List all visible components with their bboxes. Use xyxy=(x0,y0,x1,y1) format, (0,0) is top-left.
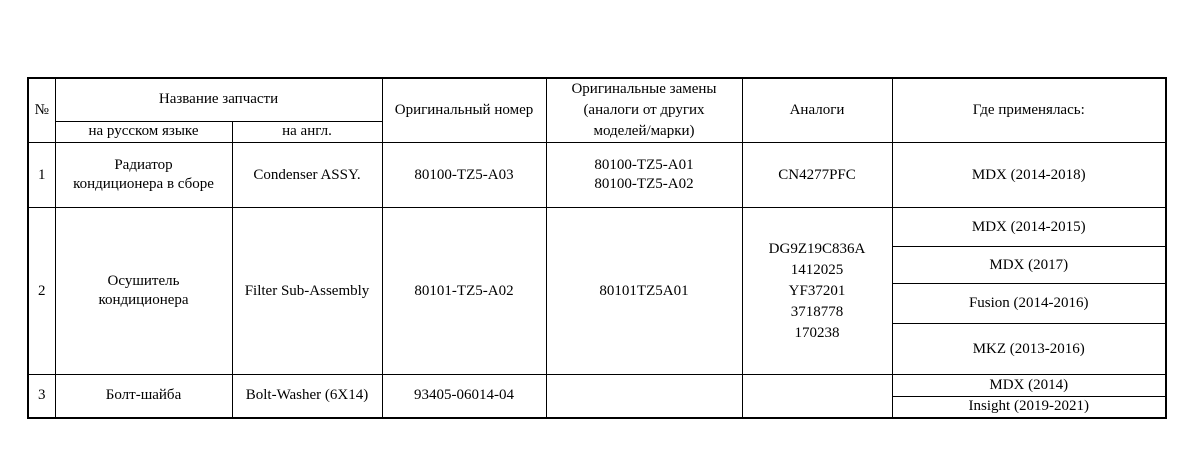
header-orig-repl-line: (аналоги от других xyxy=(583,102,705,118)
analog-item: 1412025 xyxy=(790,261,844,278)
application-item: MKZ (2013-2016) xyxy=(892,324,1166,375)
row1-ru-line: Радиатор xyxy=(114,157,173,173)
row3-num: 3 xyxy=(28,375,55,418)
row1-ru-line: кондиционера в сборе xyxy=(73,176,214,192)
replacement-item: 80100-TZ5-A01 xyxy=(594,157,694,173)
header-part-name: Название запчасти xyxy=(55,78,382,121)
row2-en: Filter Sub-Assembly xyxy=(232,208,382,375)
row1-application: MDX (2014-2018) xyxy=(892,143,1166,208)
analog-item: 170238 xyxy=(794,324,840,341)
row2-num: 2 xyxy=(28,208,55,375)
header-orig-repl-line: моделей/марки) xyxy=(593,123,695,139)
application-item: MDX (2017) xyxy=(892,247,1166,284)
row2-ru-line: кондиционера xyxy=(98,292,189,308)
application-item: Fusion (2014-2016) xyxy=(892,284,1166,324)
row3-ru: Болт-шайба xyxy=(55,375,232,418)
row2-replacements: 80101TZ5A01 xyxy=(546,208,742,375)
row1-num: 1 xyxy=(28,143,55,208)
replacement-item: 80100-TZ5-A02 xyxy=(594,176,694,192)
row1-ru xyxy=(55,143,232,208)
header-ru: на русском языке xyxy=(55,121,232,143)
analog-item: 3718778 xyxy=(790,303,844,320)
row3-replacements xyxy=(546,375,742,418)
header-orig-repl-line: Оригинальные замены xyxy=(571,81,717,97)
header-orig-number: Оригинальный номер xyxy=(382,78,546,143)
application-item: MDX (2014-2015) xyxy=(892,208,1166,247)
header-where-used: Где применялась: xyxy=(892,78,1166,143)
row2-orig: 80101-TZ5-A02 xyxy=(382,208,546,375)
row2-analogs xyxy=(742,208,892,375)
header-analogs: Аналоги xyxy=(742,78,892,143)
parts-table xyxy=(27,77,1167,419)
application-item: MDX (2014) xyxy=(892,375,1166,397)
row1-replacements xyxy=(546,143,742,208)
header-num: № xyxy=(28,78,55,143)
application-item: Insight (2019-2021) xyxy=(892,397,1166,418)
analog-item: YF37201 xyxy=(788,282,846,299)
row2-ru-line: Осушитель xyxy=(107,273,180,289)
row2-ru xyxy=(55,208,232,375)
row1-analogs: CN4277PFC xyxy=(742,143,892,208)
header-orig-replacements xyxy=(546,78,742,143)
analog-item: DG9Z19C836A xyxy=(768,240,866,257)
row1-en: Condenser ASSY. xyxy=(232,143,382,208)
row3-orig: 93405-06014-04 xyxy=(382,375,546,418)
row3-en: Bolt-Washer (6X14) xyxy=(232,375,382,418)
row1-orig: 80100-TZ5-A03 xyxy=(382,143,546,208)
header-en: на англ. xyxy=(232,121,382,143)
row3-analogs xyxy=(742,375,892,418)
